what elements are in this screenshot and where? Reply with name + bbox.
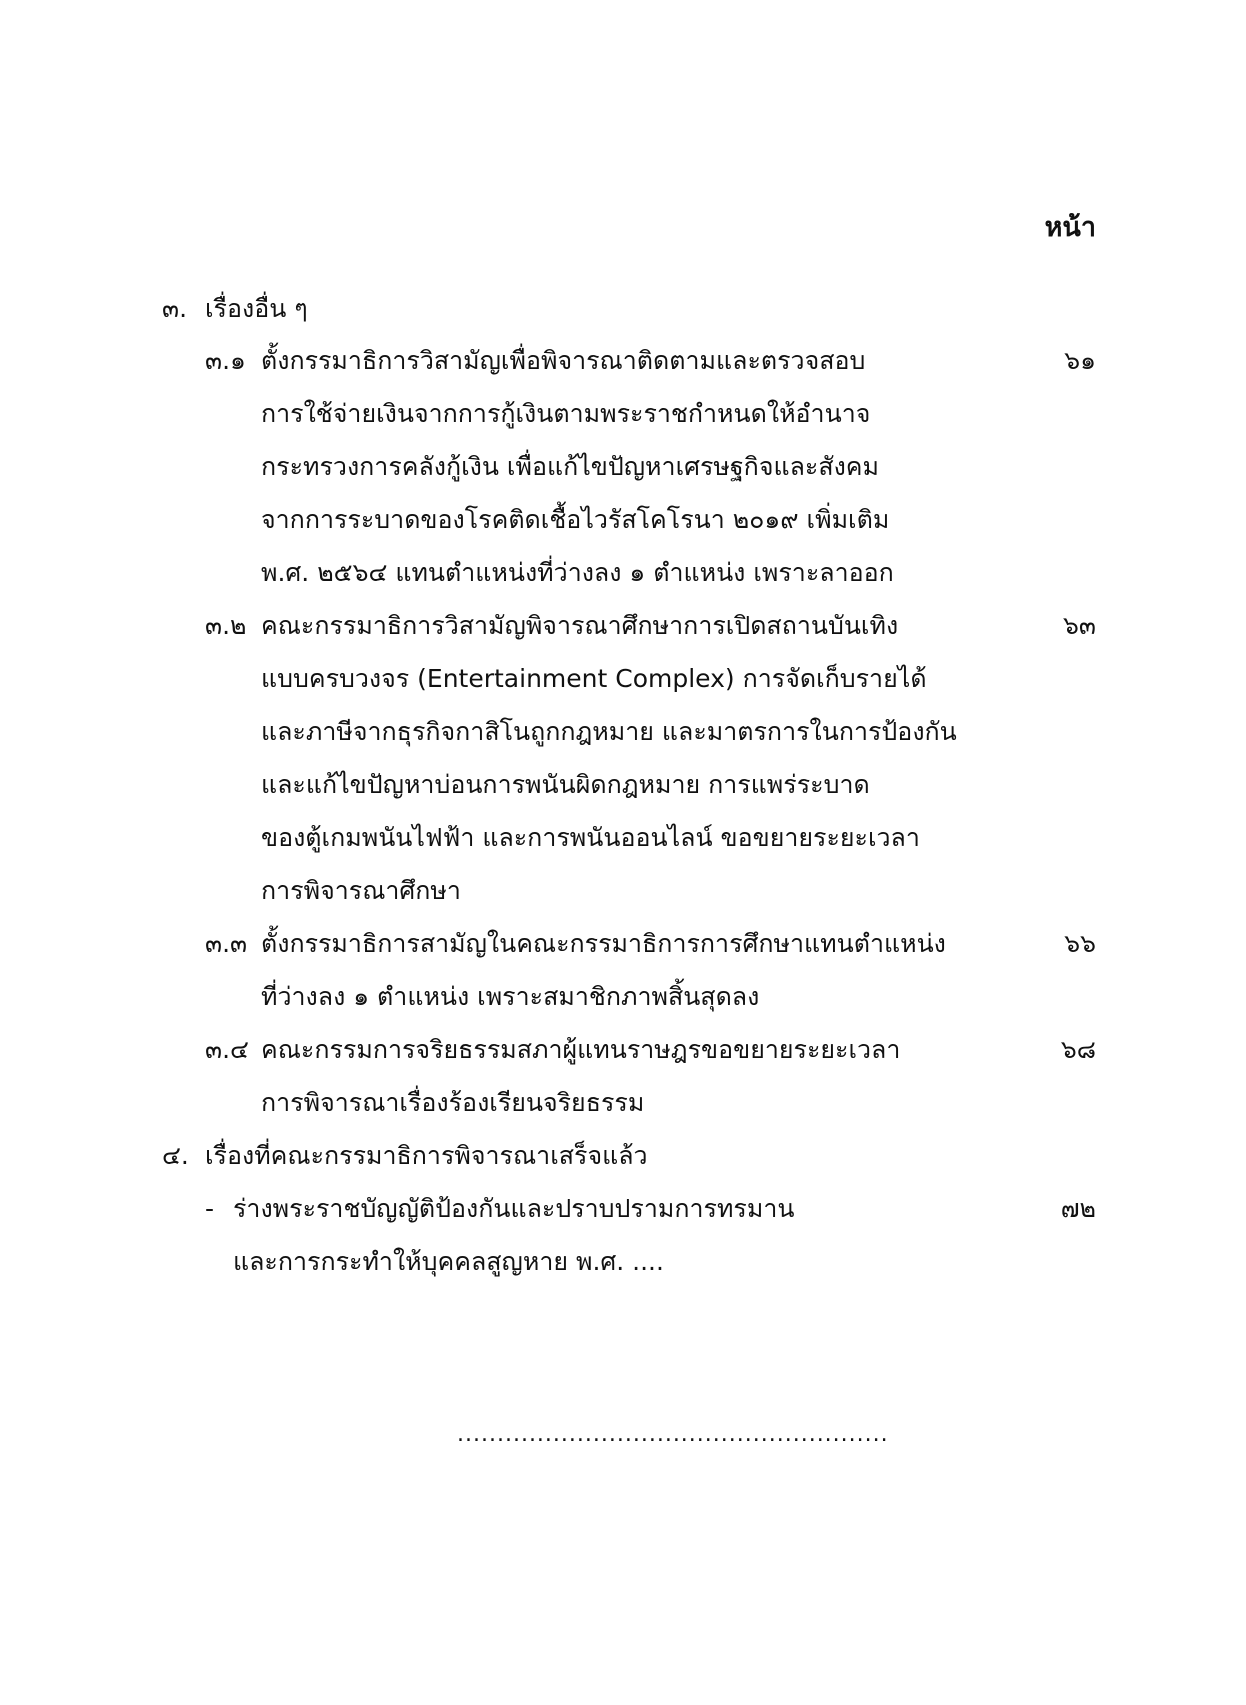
- item-3-2-line-6: การพิจารณาศึกษา: [261, 876, 461, 905]
- section-3-number: ๓.: [162, 294, 188, 323]
- item-4-line-2: และการกระทำให้บุคคลสูญหาย พ.ศ. ....: [233, 1247, 664, 1276]
- item-3-2-line-4: และแก้ไขปัญหาบ่อนการพนันผิดกฎหมาย การแพร่ระบาด: [261, 770, 870, 799]
- item-3-4-page: ๖๘: [1060, 1035, 1096, 1064]
- item-3-4-line-2: การพิจารณาเรื่องร้องเรียนจริยธรรม: [261, 1088, 645, 1117]
- item-3-1-number: ๓.๑: [205, 346, 246, 375]
- item-3-2-page: ๖๓: [1063, 611, 1096, 640]
- item-3-1-line-4: จากการระบาดของโรคติดเชื้อไวรัสโคโรนา ๒๐๑๙ เพิ่มเติม: [261, 505, 890, 534]
- item-3-3-page: ๖๖: [1064, 929, 1096, 958]
- item-3-2-line-2: แบบครบวงจร (Entertainment Complex) การจัดเก็บรายได้: [261, 664, 927, 693]
- item-3-2-line-1: คณะกรรมาธิการวิสามัญพิจารณาศึกษาการเปิดสถานบันเทิง: [261, 611, 899, 640]
- item-4-page: ๗๒: [1060, 1194, 1096, 1223]
- item-3-1-line-3: กระทรวงการคลังกู้เงิน เพื่อแก้ไขปัญหาเศรษฐกิจและสังคม: [261, 452, 879, 481]
- item-3-2-line-3: และภาษีจากธุรกิจกาสิโนถูกกฎหมาย และมาตรการในการป้องกัน: [261, 717, 957, 746]
- page-column-header: หน้า: [1044, 212, 1096, 243]
- item-3-1-line-2: การใช้จ่ายเงินจากการกู้เงินตามพระราชกำหนดให้อำนาจ: [261, 399, 871, 428]
- item-3-1-line-5: พ.ศ. ๒๕๖๔ แทนตำแหน่งที่ว่างลง ๑ ตำแหน่ง เพราะลาออก: [261, 558, 894, 587]
- dotted-separator: ......................................................: [457, 1422, 889, 1447]
- item-4-line-1: ร่างพระราชบัญญัติป้องกันและปราบปรามการทรมาน: [233, 1194, 795, 1223]
- section-4-number: ๔.: [162, 1141, 189, 1170]
- item-3-3-number: ๓.๓: [205, 929, 248, 958]
- item-3-2-number: ๓.๒: [205, 611, 247, 640]
- section-3-title: เรื่องอื่น ๆ: [205, 294, 308, 323]
- item-3-4-line-1: คณะกรรมการจริยธรรมสภาผู้แทนราษฎรขอขยายระยะเวลา: [261, 1035, 901, 1064]
- item-3-1-page: ๖๑: [1064, 346, 1096, 375]
- section-4-title: เรื่องที่คณะกรรมาธิการพิจารณาเสร็จแล้ว: [205, 1141, 648, 1170]
- item-3-1-line-1: ตั้งกรรมาธิการวิสามัญเพื่อพิจารณาติดตามและตรวจสอบ: [261, 346, 866, 375]
- item-3-4-number: ๓.๔: [205, 1035, 249, 1064]
- item-3-2-line-5: ของตู้เกมพนันไฟฟ้า และการพนันออนไลน์ ขอขยายระยะเวลา: [261, 823, 920, 852]
- item-3-3-line-1: ตั้งกรรมาธิการสามัญในคณะกรรมาธิการการศึกษาแทนตำแหน่ง: [261, 929, 946, 958]
- item-3-3-line-2: ที่ว่างลง ๑ ตำแหน่ง เพราะสมาชิกภาพสิ้นสุดลง: [261, 982, 760, 1011]
- item-4-bullet: -: [205, 1194, 215, 1223]
